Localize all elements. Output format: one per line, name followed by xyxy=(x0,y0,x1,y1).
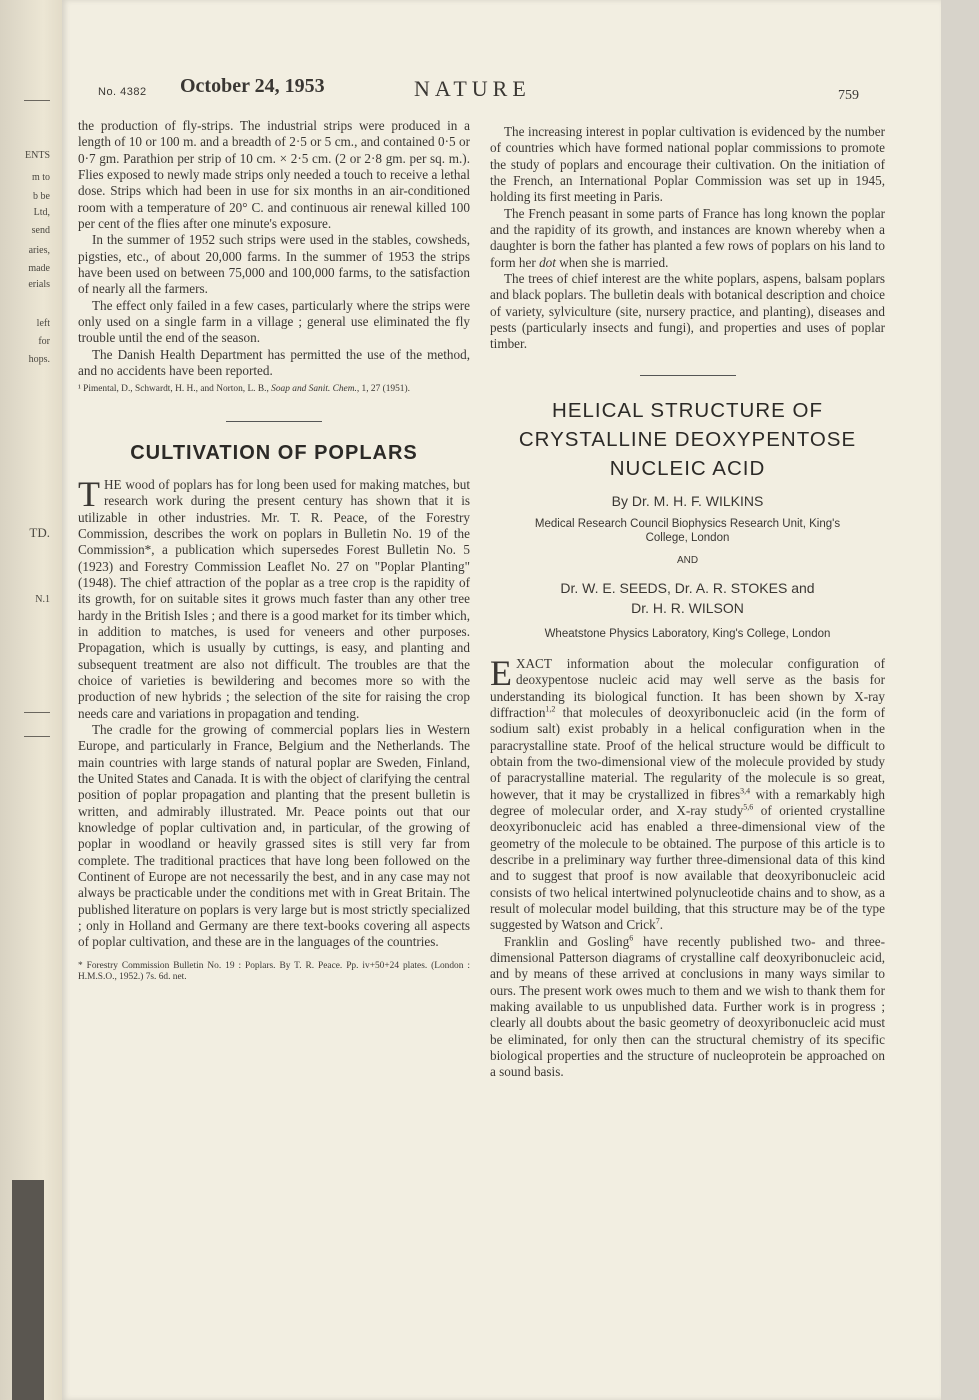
italic-word: dot xyxy=(539,254,556,270)
reference-marker: 1,2 xyxy=(545,704,556,714)
article-title xyxy=(490,396,885,483)
left-column xyxy=(78,118,470,983)
body-text: XACT information about the molecular configuration of deoxypentose nucleic acid may well serve as the basis for understanding its biological function. It has been shown by X-ray diffraction xyxy=(490,655,885,720)
previous-page-edge xyxy=(0,0,62,1400)
body-text: of oriented crystalline deoxyribonucleic acid has enabled a three-dimensional view of the geometry of the molecule to be obtained. The purpose of this article is to describe in a preliminary way further three-dimensional data of this kind and to suggest that proof is now available that deoxyribonucleic acid consists of two helical intertwined polynucleotide chains and to show, as a result of molecular model building, that this structure may be of the type suggested by Watson and Crick xyxy=(490,802,885,933)
prev-page-fragment: Ltd, xyxy=(33,207,50,218)
affiliation xyxy=(490,517,885,545)
body-paragraph: The Danish Health Department has permitted the use of the method, and no accidents have been reported. xyxy=(78,346,470,379)
issue-date: October 24, 1953 xyxy=(180,75,325,97)
body-paragraph: the production of fly-strips. The industrial strips were produced in a length of 10 or 100 m. and a breadth of 2·5 or 5 cm., and contained 0·5 or 0·7 gm. Parathion per strip of 10 cm. × 2·5 cm. (2 or 2·8 gm. per sq. m.). Flies exposed to newly made strips only needed a touch to receive a lethal dose. Strips which had been in use for six months in an air-conditioned room with a temperature of 20° C. and continuous air renewal killed 100 per cent of the flies after one minute's exposure. xyxy=(78,118,470,232)
prev-page-image-edge xyxy=(12,1180,44,1400)
body-text: have recently published two- and three-dimensional Patterson diagrams of crystalline calf deoxyribonucleic acid, and by means of these arrived at conclusions in many ways similar to ours. The present work owes much to them and we wish to thank them for making available to us unpublished data. Further work is in progress ; clearly all doubts about the basic geometry of deoxyribonucleic acid must be eliminated, for only then can the structural chemistry of its specific biological properties and the structure of nucleoprotein be approached on a sound basis. xyxy=(490,933,885,1080)
reference-marker: 7 xyxy=(655,916,660,926)
co-authors xyxy=(490,578,885,618)
body-paragraph: The trees of chief interest are the white poplars, aspens, balsam poplars and black poplars. The bulletin deals with botanical description and choice of variety, sylviculture (site, nursery practice, and planting), diseases and pests (particularly insects and fungi), and properties and uses of poplar timber. xyxy=(490,271,885,352)
prev-page-fragment: m to xyxy=(31,172,50,183)
affiliation-line: Medical Research Council Biophysics Research Unit, King's xyxy=(534,518,841,531)
body-text: The French peasant in some parts of France has long known the poplar and the rapidity of its growth, and instances are known whereby when a daughter is born the father has planted a few rows of poplars on his land to form her xyxy=(490,205,885,270)
body-paragraph xyxy=(78,473,470,722)
body-text: Franklin and Gosling xyxy=(504,933,630,949)
article-title-line: HELICAL STRUCTURE OF xyxy=(552,398,823,422)
prev-page-rule xyxy=(24,736,50,737)
prev-page-fragment: N.1 xyxy=(35,594,50,605)
reference-marker: 5,6 xyxy=(743,802,754,812)
body-paragraph xyxy=(490,934,885,1081)
body-text: . xyxy=(659,917,664,933)
footnote-text: , 1, 27 (1951). xyxy=(356,383,410,394)
prev-page-fragment: hops. xyxy=(28,354,50,365)
affiliation-line: College, London xyxy=(645,532,730,545)
drop-cap: T xyxy=(78,473,100,514)
footnote: * Forestry Commission Bulletin No. 19 : Poplars. By T. R. Peace. Pp. iv+50+24 plates. (London : H.M.S.O., 1952.) 7s. 6d. net. xyxy=(78,960,470,982)
prev-page-rule xyxy=(24,712,50,713)
prev-page-fragment: aries, xyxy=(28,245,50,256)
body-text: that molecules of deoxyribonucleic acid (in the form of sodium salt) exist probably in a helical configuration when in the paracrystalline state. Proof of the helical structure would be difficult to obtain from the two-dimensional view of the molecule provided by study of paracrystalline material. The regularity of the molecule is so great, however, that it may be crystallized in fibres xyxy=(490,704,885,802)
article-title-line: CRYSTALLINE DEOXYPENTOSE xyxy=(518,427,857,451)
prev-page-fragment: for xyxy=(38,336,50,347)
footnote-journal: Soap and Sanit. Chem. xyxy=(271,383,357,394)
page-number: 759 xyxy=(838,88,859,103)
prev-page-fragment: made xyxy=(28,263,50,274)
body-paragraph: In the summer of 1952 such strips were used in the stables, cowsheds, pigsties, etc., of about 20,000 farms. In the summer of 1953 the strips have been used on between 75,000 and 100,000 farms, to the satisfaction of nearly all the farmers. xyxy=(78,232,470,297)
issue-number: No. 4382 xyxy=(98,86,147,98)
body-text: with a remarkably high degree of molecular order, and X-ray study xyxy=(490,786,885,818)
page-edge-background xyxy=(941,0,979,1400)
reference-marker: 3,4 xyxy=(740,786,751,796)
and-separator: AND xyxy=(676,555,699,567)
body-paragraph: The cradle for the growing of commercial poplars lies in Western Europe, and particularly in France, Belgium and the Netherlands. The main countries with large stands of natural poplar are Sweden, Finland, the United States and Canada. It is with the object of clarifying the central position of poplar propagation and planting that the present bulletin is written, and admirably illustrated. Mr. Peace points out that our knowledge of poplar cultivation and, in particular, of the growing of poplar in woodland or heavily grassed sites is still very far from complete. The traditional practices that have long been followed on the Continent of Europe are not necessarily the best, and in any case may not always be practicable under the conditions met with in Great Britain. The published literature on poplars is very large but is most strictly specialized ; only in Holland and Germany are there text-books covering all aspects of poplar cultivation, and these are in the languages of the countries. xyxy=(78,722,470,950)
co-authors-line: Dr. H. R. WILSON xyxy=(631,599,744,616)
body-paragraph: The effect only failed in a few cases, particularly where the strips were only used on a single farm in a village ; general use eliminated the fly trouble until the end of the season. xyxy=(78,297,470,346)
prev-page-fragment: send xyxy=(31,225,50,236)
footnote-text: Pimental, D., Schwardt, H. H., and Norton, L. B., xyxy=(83,383,272,394)
prev-page-fragment: b be xyxy=(33,191,50,202)
footnote xyxy=(78,384,470,395)
reference-marker: 6 xyxy=(629,933,634,943)
prev-page-fragment: left xyxy=(36,318,50,329)
drop-cap: E xyxy=(490,652,512,693)
body-paragraph xyxy=(490,652,885,934)
co-authors-line: Dr. W. E. SEEDS, Dr. A. R. STOKES and xyxy=(560,579,815,596)
right-column xyxy=(490,124,885,1081)
body-text: when she is married. xyxy=(555,254,669,270)
prev-page-fragment: TD. xyxy=(29,525,50,540)
byline: By Dr. M. H. F. WILKINS xyxy=(611,492,764,509)
footnote-marker: ¹ xyxy=(78,383,81,394)
prev-page-fragment: ENTS xyxy=(25,150,50,161)
section-title: CULTIVATION OF POPLARS xyxy=(130,441,418,464)
article-title-line: NUCLEIC ACID xyxy=(609,456,766,480)
body-paragraph xyxy=(490,206,885,271)
prev-page-fragment: erials xyxy=(28,279,50,290)
prev-page-rule xyxy=(24,100,50,101)
affiliation: Wheatstone Physics Laboratory, King's College, London xyxy=(544,627,831,640)
body-text: HE wood of poplars has for long been used for making matches, but research work during the present century has shown that it is utilizable in other industries. Mr. T. R. Peace, of the Forestry Commission, describes the work on poplars in Bulletin No. 19 of the Commission*, a publication which supersedes Forest Bulletin No. 5 (1923) and Forestry Commission Leaflet No. 27 on "Poplar Planting" (1948). The chief attraction of the poplar as a tree crop is the rapidity of its growth, for on suitable sites it grows much faster than any other tree hardy in the British Isles ; and there is a good market for its timber which, in addition to matches, is used for veneers and other purposes. Propagation, which is usually by cuttings, is easy, and planting and subsequent treatment are also not difficult. The troubles are that the choice of varieties is bewildering and becomes more so with the production of new hybrids ; the selection of the site for raising the crop needs care and variations in propagation and tending. xyxy=(78,476,470,721)
body-paragraph: The increasing interest in poplar cultivation is evidenced by the number of countries which have formed national poplar commissions to promote the study of poplars and encourage their cultivation. On the initiation of the French, an International Poplar Commission was set up in 1945, holding its first meeting in Paris. xyxy=(490,124,885,205)
journal-title: NATURE xyxy=(414,76,531,101)
